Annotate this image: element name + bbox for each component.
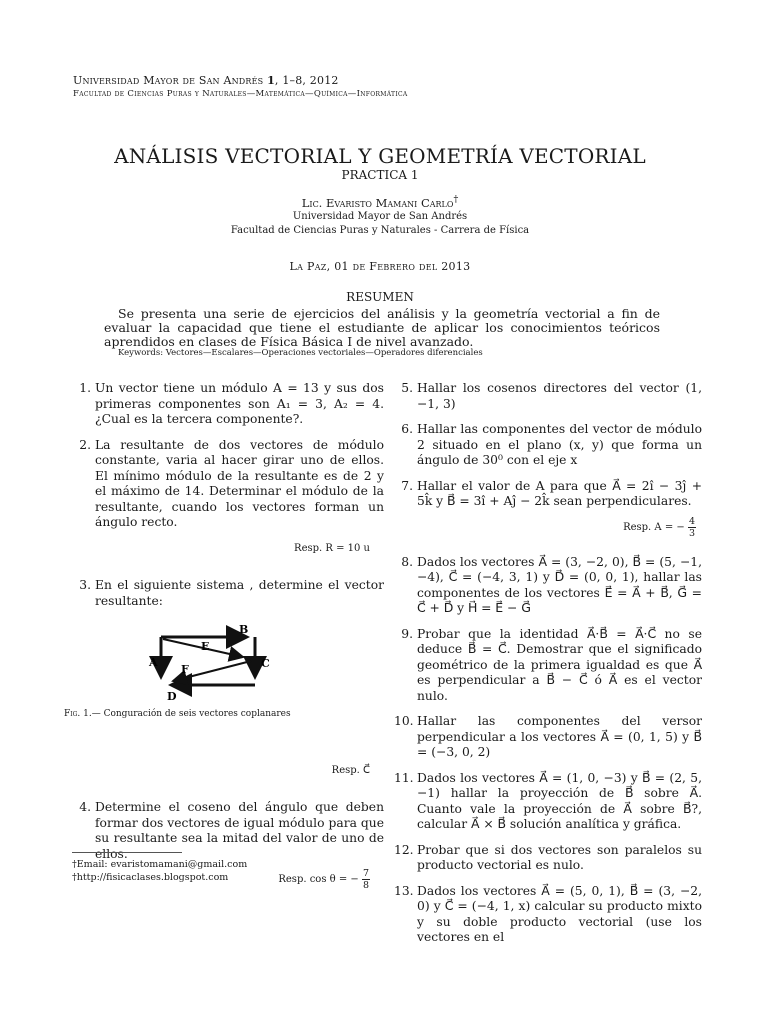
exercise-6 — [394, 422, 702, 469]
exercise-9 — [394, 627, 702, 705]
answer-7-prefix: Resp. A = − — [623, 521, 685, 533]
exercise-number: 12. — [394, 842, 414, 857]
exercise-number: 9. — [401, 626, 413, 641]
fraction-denominator: 8 — [362, 880, 369, 891]
figure-caption — [64, 707, 384, 723]
exercise-number: 6. — [401, 422, 413, 436]
caption-text: — Conguración de seis vectores coplanares — [91, 709, 291, 719]
journal-volume: 1 — [267, 74, 275, 87]
journal-header — [73, 74, 339, 87]
exercise-number: 8. — [401, 554, 413, 569]
label-b: B — [239, 623, 249, 636]
abstract-heading: RESUMEN — [346, 290, 414, 304]
exercise-3 — [72, 578, 384, 609]
caption-prefix: Fig. 1. — [64, 709, 92, 719]
author-name: Lic. Evaristo Mamani Carlo — [301, 195, 454, 210]
date-line: La Paz, 01 de Febrero del 2013 — [289, 260, 471, 273]
answer-2: Resp. R = 10 u — [294, 542, 370, 554]
answer-4-fraction — [362, 868, 370, 891]
exercise-text: Dados los vectores A⃗ = (1, 0, −3) y B⃗ = (2, 5, −1) hallar la proyección de B⃗ sobre A⃗. Cuanto vale la proyección de A⃗ sobre B⃗?, calcular A⃗ × B⃗ solución analítica y gráfica. — [417, 770, 702, 831]
footnote-rule — [72, 852, 182, 853]
exercise-number: 5. — [401, 381, 413, 395]
exercise-13 — [394, 884, 702, 946]
left-column — [64, 381, 384, 891]
exercise-7 — [394, 479, 702, 510]
exercise-1 — [72, 381, 384, 428]
exercise-number: 4. — [79, 800, 91, 814]
exercise-12 — [394, 843, 702, 874]
exercise-text: Hallar las componentes del vector de módulo 2 situado en el plano (x, y) que forma un ángulo de 30⁰ con el eje x — [417, 422, 702, 467]
paper-subtitle: PRACTICA 1 — [341, 168, 419, 182]
footnotes — [72, 858, 247, 884]
exercise-number: 7. — [401, 478, 413, 493]
label-a: A — [149, 656, 158, 669]
exercise-number: 1. — [79, 381, 91, 395]
exercise-text: La resultante de dos vectores de módulo constante, varia al hacer girar uno de ellos. El mínimo módulo de la resultante es de 2 y el máximo de 14. Determinar el módulo de la resultante, cuando los vectores forman un ángulo recto. — [95, 437, 384, 529]
footnote-url: †http://fisicaclases.blogspot.com — [72, 872, 229, 883]
vector-diagram — [147, 623, 297, 703]
affiliation-university: Universidad Mayor de San Andrés — [292, 211, 468, 222]
exercise-8 — [394, 555, 702, 617]
keywords: Keywords: Vectores—Escalares—Operaciones vectoriales—Operadores diferenciales — [118, 348, 483, 358]
fraction-numerator: 4 — [688, 515, 695, 527]
footnote-email: †Email: evaristomamani@gmail.com — [72, 859, 248, 870]
journal-pages: , 1–8, 2012 — [274, 74, 339, 87]
author-line — [0, 194, 760, 210]
exercise-number: 11. — [394, 770, 414, 785]
right-column — [394, 381, 702, 956]
answer-7-fraction — [688, 516, 696, 539]
label-f: F — [181, 663, 189, 676]
exercise-text: Hallar las componentes del versor perpendicular a los vectores A⃗ = (0, 1, 5) y B⃗ = (−3, 0, 2) — [417, 714, 702, 759]
abstract-text: Se presenta una serie de ejercicios del análisis y la geometría vectorial a fin de evaluar la capacidad que tiene el estudiante de aplicar los conocimientos teóricos aprendidos en clases de Física Básica I de nivel avanzado. — [104, 306, 660, 349]
exercise-number: 13. — [394, 883, 414, 898]
paper-title: ANÁLISIS VECTORIAL Y GEOMETRÍA VECTORIAL — [114, 144, 646, 168]
exercise-text: Probar que la identidad A⃗·B⃗ = A⃗·C⃗ no se deduce B⃗ = C⃗. Demostrar que el significado geométrico de la primera igualdad es que A⃗ es perpendicular a B⃗ − C⃗ ó A⃗ es el vector nulo. — [417, 626, 702, 703]
exercise-text: Un vector tiene un módulo A = 13 y sus dos primeras componentes son A₁ = 3, A₂ = 4. ¿Cual es la tercera componente?. — [95, 381, 384, 426]
exercise-text: Hallar el valor de A para que A⃗ = 2î − 3ĵ + 5k̂ y B⃗ = 3î + Aĵ − 2k̂ sean perpendiculares. — [417, 478, 702, 508]
fraction-numerator: 7 — [362, 868, 369, 879]
exercise-number: 3. — [79, 578, 91, 592]
answer-7 — [394, 516, 696, 539]
exercise-text: Hallar los cosenos directores del vector (1, −1, 3) — [417, 381, 702, 411]
label-e: E — [201, 640, 210, 653]
faculty-line: Facultad de Ciencias Puras y Naturales—Matemática—Química—Informática — [73, 89, 408, 99]
exercise-text: Dados los vectores A⃗ = (3, −2, 0), B⃗ = (5, −1, −4), C⃗ = (−4, 3, 1) y D⃗ = (0, 0, 1), hallar las componentes de los vectores E⃗ = A⃗ + B⃗, G⃗ = C⃗ + D⃗ y H⃗ = E⃗ − G⃗ — [417, 554, 702, 615]
exercise-text: Probar que si dos vectores son paralelos su producto vectorial es nulo. — [417, 842, 702, 872]
affiliation-faculty: Facultad de Ciencias Puras y Naturales - Carrera de Física — [230, 225, 530, 236]
exercise-number: 2. — [79, 437, 91, 452]
exercise-2 — [72, 438, 384, 531]
exercise-text: Determine el coseno del ángulo que deben formar dos vectores de igual módulo para que su resultante sea la mitad del valor de uno de ellos. — [95, 800, 384, 861]
exercise-text: Dados los vectores A⃗ = (5, 0, 1), B⃗ = (3, −2, 0) y C⃗ = (−4, 1, x) calcular su producto mixto y su doble producto vectorial (use los vectores en el — [417, 883, 702, 944]
journal-name: Universidad Mayor de San Andrés — [73, 74, 264, 87]
author-footnote-mark: † — [453, 194, 459, 205]
label-d: D — [167, 690, 177, 703]
answer-3: Resp. C⃗ — [331, 764, 370, 776]
exercise-10 — [394, 714, 702, 761]
label-c: C — [261, 657, 270, 670]
exercise-number: 10. — [394, 714, 414, 728]
vector-figure — [147, 623, 297, 703]
fraction-denominator: 3 — [688, 527, 695, 539]
answer-4-prefix: Resp. cos θ = − — [278, 874, 359, 885]
exercise-5 — [394, 381, 702, 412]
exercise-text: En el siguiente sistema , determine el vector resultante: — [95, 578, 384, 608]
exercise-11 — [394, 771, 702, 833]
